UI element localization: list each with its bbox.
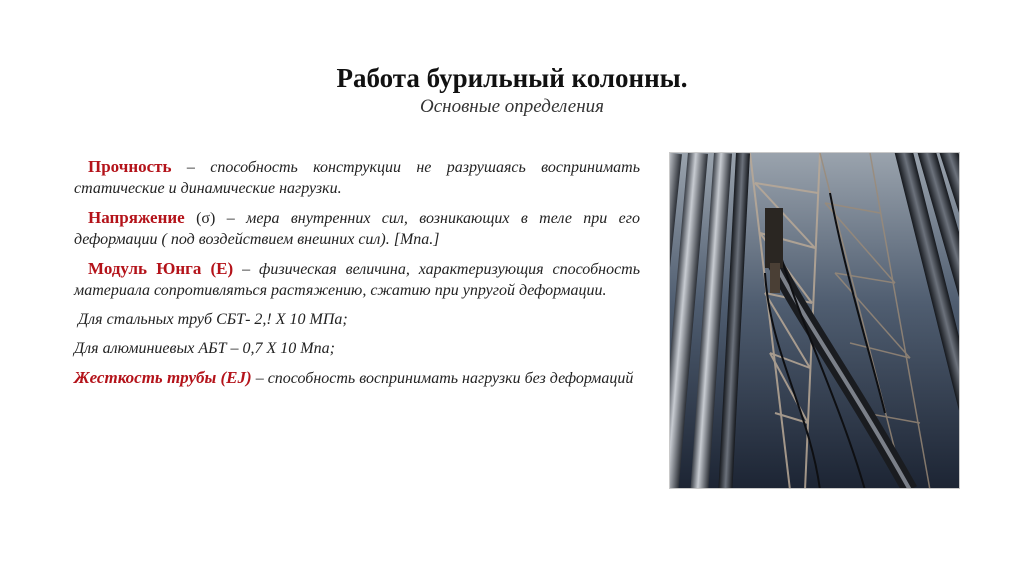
term-stiffness: Жесткость трубы (EJ) [74, 368, 252, 387]
definition-strength-text: – способность конструкции не разрушаясь воспринимать статические и динамические нагрузки. [74, 159, 640, 197]
slide-title: Работа бурильный колонны. [336, 63, 688, 93]
definition-young-modulus [74, 258, 640, 301]
definition-stress-text: – мера внутренних сил, возникающих в теле при его деформации ( под воздействием внешних сил). [Мпа.] [74, 210, 641, 248]
term-stress: Напряжение [88, 208, 185, 227]
drilling-rig-illustration [670, 153, 960, 489]
drilling-rig-photo [669, 152, 960, 489]
slide-subtitle: Основные определения [419, 96, 605, 117]
definition-stress [74, 207, 640, 250]
definition-young-modulus-text: – физическая величина, характеризующия способность материала сопротивляться растяжению, сжатию при упругой деформации. [74, 261, 641, 299]
stress-symbol: (σ) [184, 210, 216, 227]
term-young-modulus: Модуль Юнга (E) [88, 259, 234, 278]
definitions-list [74, 156, 640, 397]
definition-stiffness [74, 367, 640, 389]
note-aluminum-pipes: Для алюминиевых АБТ – 0,7 X 10 Мпа; [74, 340, 335, 357]
definition-strength [74, 156, 640, 199]
term-strength: Прочность [88, 157, 172, 176]
definition-stiffness-text: – способность воспринимать нагрузки без деформаций [251, 370, 634, 387]
note-steel-pipes: Для стальных труб СБТ- 2,! X 10 МПа; [78, 311, 348, 328]
title-block [0, 62, 1024, 120]
